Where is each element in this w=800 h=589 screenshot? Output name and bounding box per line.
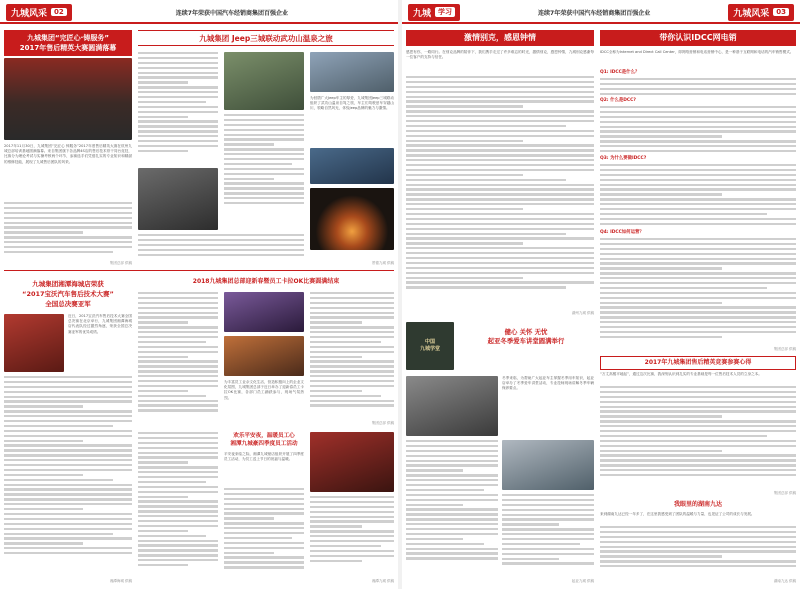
- article-christmas-text-col3: [310, 496, 394, 570]
- article-idcc-title: 带你认识IDCC网电销: [600, 30, 796, 46]
- karaoke-stage-photo: [224, 292, 304, 332]
- idcc-answer-2: [600, 106, 796, 154]
- article-christmas: [138, 432, 394, 584]
- right-page: [402, 0, 800, 589]
- article-hunan-jiuda-body: 来到湖南九达已经一年多了，在这里我感受到了团队的温暖与力量，也见证了公司的成长与发展。: [600, 512, 755, 516]
- idcc-question-3: Q3: 为什么要做IDCC?: [600, 156, 647, 161]
- right-logo: [408, 4, 460, 21]
- article-contest-experience-body: “万丈高楼平地起”，通过这次比赛，我深刻认识到扎实的专业基础是每一位售后技术人员的立身之本。: [600, 372, 762, 376]
- article-jeep-trip: [138, 30, 394, 266]
- right-page-number: 03: [773, 8, 789, 16]
- idcc-answer-3: [600, 164, 796, 228]
- article-christmas-credit: 湘潭九城 供稿: [371, 579, 394, 583]
- article-kia-class: [406, 322, 594, 584]
- article-buick-body: 感恩有你，一路同行。在别克品牌的陪伴下，我们携手走过了许多难忘的时光，激情别克，感恩钟情，九城别克感谢每一位客户的支持与信任。: [406, 50, 594, 60]
- left-page: [0, 0, 398, 589]
- karaoke-group-photo: [224, 336, 304, 376]
- kia-class-title-line1: 健心 关怀 无忧: [504, 328, 548, 336]
- left-header-rule: [0, 22, 398, 24]
- article-christmas-title: [224, 432, 304, 448]
- right-logo-secondary: [728, 4, 794, 21]
- article-idcc-intro: IDCC全称为Internet and Direct Call Center，即网络营销和电话营销中心，是一种基于互联网和电话的汽车销售模式。: [600, 50, 794, 54]
- article-baowo-award-banner: [4, 276, 132, 312]
- article-kia-class-credit: 起亚九城 供稿: [571, 579, 594, 583]
- article-karaoke-credit: 集团总部 供稿: [371, 421, 394, 425]
- article-kia-class-body: 冬季来临，为帮助广大起亚车主掌握冬季用车知识，起亚店举办了冬季爱车讲堂活动，专业技师现场讲解冬季车辆保养要点。: [502, 376, 594, 391]
- left-logo: [6, 4, 72, 21]
- article-service-contest-banner: [4, 30, 132, 56]
- article-service-contest: [4, 30, 132, 266]
- article-idcc: [600, 30, 796, 352]
- article-service-contest-credit: 集团总部 供稿: [109, 261, 132, 265]
- article-christmas-text-col2: [224, 488, 304, 578]
- article-karaoke-text-col1: [138, 292, 218, 422]
- article-baowo-title-line1: 九城集团湘潭海城店荣获: [32, 280, 104, 288]
- article-jeep-text-col2: [224, 114, 304, 214]
- article-buick-text-lines: [406, 76, 594, 308]
- article-baowo-text-lines: [4, 376, 132, 572]
- article-karaoke-body: 为丰富员工业余文化生活，营造积极向上的企业文化氛围，九城集团总部于近日举办了迎新春员工卡拉OK比赛，各部门员工踊跃参与，现场气氛热烈。: [224, 380, 304, 400]
- left-section-divider: [4, 270, 394, 271]
- article-christmas-text-col1: [138, 432, 218, 578]
- article-jeep-body: 为回馈广大Jeep车主的厚爱，九城集团Jeep三城联动组织了武功山温泉自驾之旅，车主们驾驶爱车穿越山川，领略自然风光，体验Jeep品牌的魅力与激情。: [310, 96, 394, 111]
- article-kia-class-title: [458, 328, 594, 346]
- article-hunan-jiuda-credit: 湖南九达 供稿: [773, 579, 796, 583]
- kia-class-badge: [406, 322, 454, 370]
- right-slogan: 连续7年荣获中国汽车经销商集团百强企业: [538, 9, 651, 17]
- article-service-contest-body: 2017年11月30日，九城集团“完匠心 铸服务”2017年度售后精英大赛在杭州九城总部培训基地圆满落幕。来自集团旗下各品牌4S店的售后技术骨干同台竞技，比赛分为理论考试与实操考核两个环节，参赛选手们凭借扎实的专业知识和精湛的维修技能，展现了九城售后团队的风采。: [4, 144, 132, 164]
- jeep-bonfire-photo: [310, 188, 394, 250]
- idcc-answer-1: [600, 78, 796, 96]
- left-header: [0, 0, 398, 24]
- article-service-contest-title-line2: 2017年售后精英大赛圆满落幕: [19, 44, 117, 52]
- article-christmas-body: 平安夜来临之际，湘潭九城豪店组织开展了四季度员工活动，为员工送上节日的祝福与温暖。: [224, 452, 304, 462]
- article-hunan-jiuda-text-lines: [600, 526, 796, 574]
- jeep-group-photo: [224, 52, 304, 110]
- left-page-number: 02: [51, 8, 67, 16]
- article-christmas-title-line2: 湘潭九城豪四季度员工活动: [230, 441, 298, 447]
- jeep-road-photo: [310, 148, 394, 184]
- article-jeep-text-bottom: [138, 234, 304, 256]
- jeep-mountain-photo: [310, 52, 394, 92]
- idcc-question-2: Q2: 什么是DCC?: [600, 98, 636, 103]
- article-baowo-title-line2: “2017宝沃汽车售后技术大赛”: [22, 290, 114, 298]
- article-contest-experience: [600, 356, 796, 496]
- article-baowo-body: 近日，2017宝沃汽车售后技术大赛全国总决赛在北京举行，九城集团湘潭海城店代表队经过激烈角逐，荣获全国总决赛亚军的优异成绩。: [68, 314, 132, 334]
- article-hunan-jiuda: [600, 500, 796, 584]
- article-service-contest-text-lines: [4, 202, 132, 258]
- idcc-question-4: Q4: IDCC如何运营？: [600, 230, 644, 235]
- right-header: [402, 0, 800, 24]
- article-hunan-jiuda-title: 我眼里的湖南九达: [673, 501, 722, 508]
- baowo-award-photo: [4, 314, 64, 372]
- article-service-contest-title-line1: 九城集团“完匠心·铸服务”: [27, 34, 109, 42]
- right-logo-secondary-text: 九城风采: [733, 8, 770, 19]
- left-slogan: 连续7年荣获中国汽车经销商集团百强企业: [175, 9, 288, 17]
- article-karaoke-title: 2018九城集团总部迎新春暨员工卡拉OK比赛圆满结束: [192, 278, 340, 285]
- article-jeep-text-col1: [138, 52, 218, 162]
- idcc-question-1: Q1: IDCC是什么？: [600, 70, 640, 75]
- article-christmas-title-line1: 欢乐平安夜，温暖员工心: [233, 433, 295, 439]
- article-karaoke: [138, 276, 394, 426]
- article-buick-credit: 湖州九城 供稿: [571, 311, 594, 315]
- article-jeep-trip-title: 九城集团 Jeep三城联动武功山温泉之旅: [138, 30, 394, 46]
- article-contest-experience-text-lines: [600, 386, 796, 486]
- article-baowo-title-line3: 全国总决赛亚军: [45, 300, 91, 308]
- contest-group-photo: [4, 58, 132, 140]
- article-jeep-credit: 景德九城 供稿: [371, 261, 394, 265]
- article-kia-text-col2: [502, 494, 594, 572]
- kia-class-title-line2: 起亚冬季爱车讲堂圆满举行: [487, 337, 565, 345]
- right-header-rule: [402, 22, 800, 24]
- article-kia-text-col1: [406, 440, 498, 574]
- right-logo-text: 九城: [413, 8, 432, 19]
- article-buick-title: 激情别克，感恩钟情: [406, 30, 594, 46]
- article-contest-experience-title: 2017年九城集团售后精英竞赛参赛心得: [600, 356, 796, 370]
- article-karaoke-text-col3: [310, 292, 394, 416]
- article-baowo-award: [4, 276, 132, 584]
- kia-class-hall-photo: [502, 440, 594, 490]
- article-baowo-credit: 湘潭海城 供稿: [109, 579, 132, 583]
- christmas-party-photo: [310, 432, 394, 492]
- article-idcc-credit: 集团总部 供稿: [773, 347, 796, 351]
- left-logo-text: 九城风采: [11, 8, 48, 19]
- idcc-answer-4: [600, 238, 796, 342]
- article-contest-experience-credit: 集团总部 供稿: [773, 491, 796, 495]
- kia-class-badge-line2: 九城学堂: [419, 346, 440, 352]
- jeep-convoy-photo: [138, 168, 218, 230]
- article-buick: [406, 30, 594, 316]
- kia-class-lecture-photo: [406, 376, 498, 436]
- right-logo-badge: 学习: [435, 7, 455, 17]
- kia-class-badge-line1: 中国: [424, 339, 435, 345]
